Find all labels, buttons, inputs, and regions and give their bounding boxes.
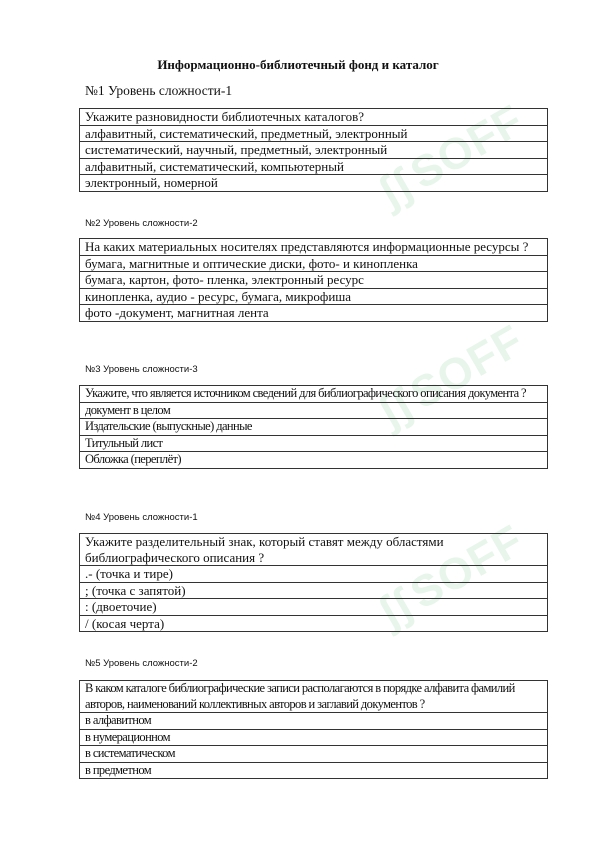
answer-option[interactable]: бумага, магнитные и оптические диски, фото- и кинопленка [80, 255, 548, 272]
question-text: На каких материальных носителях представляются информационные ресурсы ? [80, 239, 548, 256]
answer-option[interactable]: в предметном [80, 762, 548, 779]
answer-option[interactable]: / (косая черта) [80, 615, 548, 632]
question-header: №3 Уровень сложности-3 [85, 364, 198, 375]
question-table [79, 238, 548, 322]
answer-option[interactable]: Издательские (выпускные) данные [80, 419, 548, 436]
answer-option[interactable]: систематический, научный, предметный, электронный [80, 142, 548, 159]
question-text: Укажите разделительный знак, который ставят между областями библиографического описания ? [80, 534, 548, 566]
answer-option[interactable]: документ в целом [80, 402, 548, 419]
watermark-logo-icon: ʃʃ [370, 159, 422, 218]
question-header: №5 Уровень сложности-2 [85, 658, 198, 669]
answer-option[interactable]: .- (точка и тире) [80, 566, 548, 583]
answer-option[interactable]: в алфавитном [80, 713, 548, 730]
answer-option[interactable]: алфавитный, систематический, компьютерный [80, 158, 548, 175]
answer-option[interactable]: : (двоеточие) [80, 599, 548, 616]
watermark-logo-icon: ʃʃ [370, 379, 422, 438]
watermark: ʃʃSOFF [370, 515, 532, 638]
answer-option[interactable]: ; (точка с запятой) [80, 582, 548, 599]
question-table [79, 108, 548, 192]
watermark: ʃʃSOFF [370, 95, 532, 218]
question-table [79, 680, 548, 779]
answer-option[interactable]: Обложка (переплёт) [80, 452, 548, 469]
answer-option[interactable]: бумага, картон, фото- пленка, электронный ресурс [80, 272, 548, 289]
answer-option[interactable]: в систематическом [80, 746, 548, 763]
document-title: Информационно-библиотечный фонд и каталог [157, 57, 439, 72]
question-text: Укажите разновидности библиотечных каталогов? [80, 109, 548, 126]
question-table [79, 385, 548, 469]
answer-option[interactable]: Титульный лист [80, 435, 548, 452]
watermark-logo-icon: ʃʃ [370, 579, 422, 638]
question-table [79, 533, 548, 632]
answer-option[interactable]: электронный, номерной [80, 175, 548, 192]
question-text: В каком каталоге библиографические записи располагаются в порядке алфавита фамилий авторов, наименований коллективных авторов и заглавий документов ? [80, 681, 548, 713]
answer-option[interactable]: фото -документ, магнитная лента [80, 305, 548, 322]
watermark: ʃʃSOFF [370, 315, 532, 438]
question-header: №4 Уровень сложности-1 [85, 512, 198, 523]
question-header: №1 Уровень сложности-1 [85, 83, 233, 98]
answer-option[interactable]: в нумерационном [80, 729, 548, 746]
question-header: №2 Уровень сложности-2 [85, 218, 198, 229]
question-text: Укажите, что является источником сведений для библиографического описания документа ? [80, 386, 548, 403]
answer-option[interactable]: кинопленка, аудио - ресурс, бумага, микрофиша [80, 288, 548, 305]
answer-option[interactable]: алфавитный, систематический, предметный, электронный [80, 125, 548, 142]
